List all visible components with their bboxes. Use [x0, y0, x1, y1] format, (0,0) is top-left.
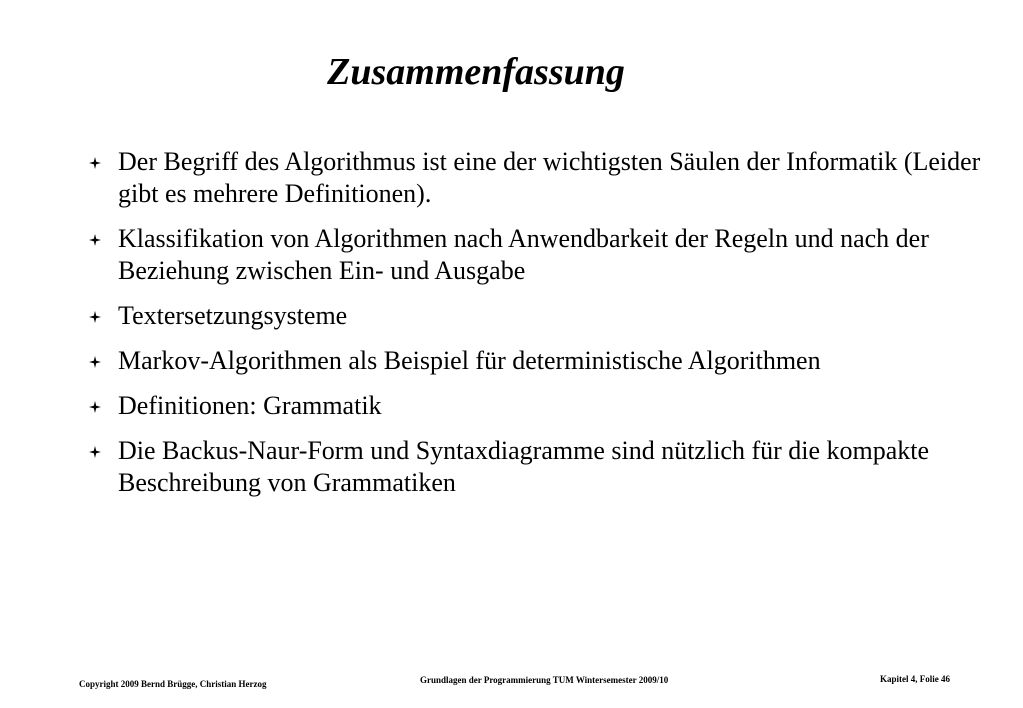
- diamond-bullet-icon: [86, 224, 104, 256]
- footer-slide-number: Kapitel 4, Folie 46: [880, 674, 950, 684]
- diamond-bullet-icon: [86, 301, 104, 333]
- bullet-item: [86, 146, 986, 210]
- diamond-bullet-icon: [86, 147, 104, 179]
- bullet-text: Definitionen: Grammatik: [118, 391, 382, 420]
- bullet-item: [86, 223, 986, 287]
- diamond-bullet-icon: [86, 391, 104, 423]
- diamond-bullet-icon: [86, 346, 104, 378]
- bullet-list: [86, 146, 986, 512]
- diamond-bullet-icon: [86, 436, 104, 468]
- bullet-item: [86, 345, 986, 377]
- bullet-text: Die Backus-Naur-Form und Syntaxdiagramme sind nützlich für die kompakte Beschreibung von Grammatiken: [118, 436, 930, 497]
- bullet-item: [86, 435, 986, 499]
- bullet-text: Textersetzungsysteme: [118, 301, 348, 330]
- footer-course: Grundlagen der Programmierung TUM Wintersemester 2009/10: [420, 675, 669, 685]
- bullet-item: [86, 390, 986, 422]
- bullet-item: [86, 300, 986, 332]
- bullet-text: Markov-Algorithmen als Beispiel für deterministische Algorithmen: [118, 346, 821, 375]
- footer-copyright: Copyright 2009 Bernd Brügge, Christian Herzog: [79, 679, 267, 689]
- bullet-text: Der Begriff des Algorithmus ist eine der wichtigsten Säulen der Informatik (Leider gibt es mehrere Definitionen).: [118, 147, 981, 208]
- bullet-text: Klassifikation von Algorithmen nach Anwendbarkeit der Regeln und nach der Beziehung zwischen Ein- und Ausgabe: [118, 224, 929, 285]
- slide-title: Zusammenfassung: [327, 51, 625, 93]
